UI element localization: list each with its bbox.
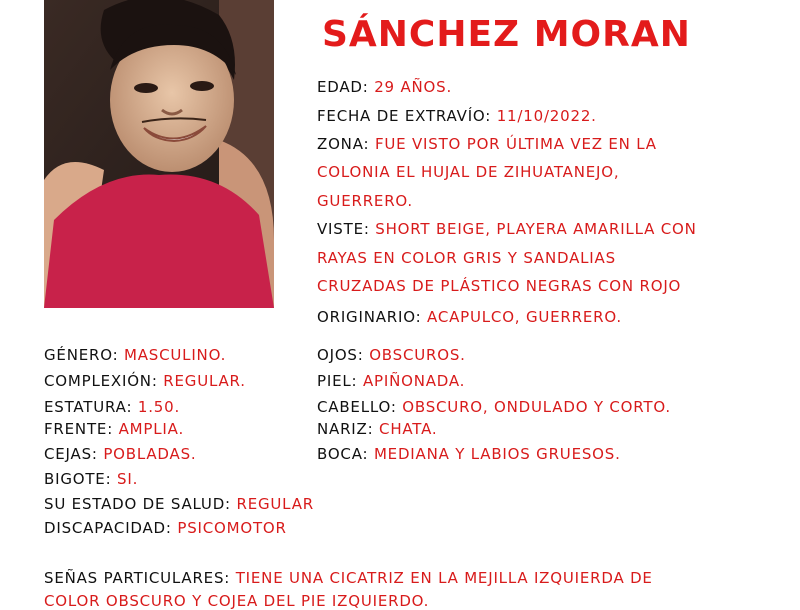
zona-value-line-3: GUERRERO. — [317, 192, 413, 210]
missing-person-photo — [44, 0, 274, 308]
viste-label: VISTE: — [317, 220, 370, 238]
originario-value: ACAPULCO, GUERRERO. — [427, 308, 622, 326]
fecha-extravio-row — [317, 107, 597, 125]
ojos-label: OJOS: — [317, 346, 364, 364]
piel-value: APIÑONADA. — [362, 372, 466, 390]
cejas-value: POBLADAS. — [103, 445, 197, 463]
estatura-label: ESTATURA: — [44, 398, 133, 416]
complexion-value: REGULAR. — [163, 372, 246, 390]
senas-label: SEÑAS PARTICULARES: — [44, 569, 231, 587]
salud-row — [44, 495, 314, 513]
fecha-extravio-label: FECHA DE EXTRAVÍO: — [317, 107, 492, 125]
frente-row — [44, 420, 184, 438]
discapacidad-label: DISCAPACIDAD: — [44, 519, 172, 537]
senas-row — [44, 569, 653, 587]
ojos-value: OBSCUROS. — [369, 346, 466, 364]
nariz-row — [317, 420, 437, 438]
complexion-row — [44, 372, 246, 390]
senas-value-line-2: COLOR OBSCURO Y COJEA DEL PIE IZQUIERDO. — [44, 592, 430, 610]
cejas-row — [44, 445, 196, 463]
boca-row — [317, 445, 621, 463]
nariz-value: CHATA. — [379, 420, 438, 438]
edad-value: 29 AÑOS. — [374, 78, 453, 96]
nariz-label: NARIZ: — [317, 420, 374, 438]
zona-value-line-2: COLONIA EL HUJAL DE ZIHUATANEJO, — [317, 163, 620, 181]
zona-row — [317, 135, 657, 153]
cabello-row — [317, 398, 671, 416]
salud-value: REGULAR — [236, 495, 314, 513]
viste-value-line-2: RAYAS EN COLOR GRIS Y SANDALIAS — [317, 249, 616, 267]
zona-label: ZONA: — [317, 135, 370, 153]
complexion-label: COMPLEXIÓN: — [44, 372, 158, 390]
zona-value-line-1: FUE VISTO POR ÚLTIMA VEZ EN LA — [374, 135, 657, 153]
frente-label: FRENTE: — [44, 420, 114, 438]
person-name: SÁNCHEZ MORAN — [322, 14, 691, 55]
genero-value: MASCULINO. — [124, 346, 227, 364]
bigote-row — [44, 470, 138, 488]
viste-row — [317, 220, 697, 238]
discapacidad-row — [44, 519, 287, 537]
viste-value-line-3: CRUZADAS DE PLÁSTICO NEGRAS CON ROJO — [317, 277, 682, 295]
genero-row — [44, 346, 226, 364]
frente-value: AMPLIA. — [118, 420, 185, 438]
ojos-row — [317, 346, 466, 364]
edad-label: EDAD: — [317, 78, 369, 96]
boca-label: BOCA: — [317, 445, 369, 463]
discapacidad-value: PSICOMOTOR — [177, 519, 287, 537]
cejas-label: CEJAS: — [44, 445, 98, 463]
piel-label: PIEL: — [317, 372, 358, 390]
senas-value-line-1: TIENE UNA CICATRIZ EN LA MEJILLA IZQUIERDA DE — [235, 569, 653, 587]
fecha-extravio-value: 11/10/2022. — [496, 107, 597, 125]
cabello-value: OBSCURO, ONDULADO Y CORTO. — [402, 398, 671, 416]
edad-row — [317, 78, 452, 96]
estatura-row — [44, 398, 180, 416]
salud-label: SU ESTADO DE SALUD: — [44, 495, 231, 513]
originario-row — [317, 308, 622, 326]
bigote-value: SI. — [117, 470, 139, 488]
viste-value-line-1: SHORT BEIGE, PLAYERA AMARILLA CON — [375, 220, 697, 238]
bigote-label: BIGOTE: — [44, 470, 112, 488]
genero-label: GÉNERO: — [44, 346, 119, 364]
piel-row — [317, 372, 465, 390]
boca-value: MEDIANA Y LABIOS GRUESOS. — [373, 445, 621, 463]
cabello-label: CABELLO: — [317, 398, 397, 416]
estatura-value: 1.50. — [137, 398, 181, 416]
originario-label: ORIGINARIO: — [317, 308, 422, 326]
